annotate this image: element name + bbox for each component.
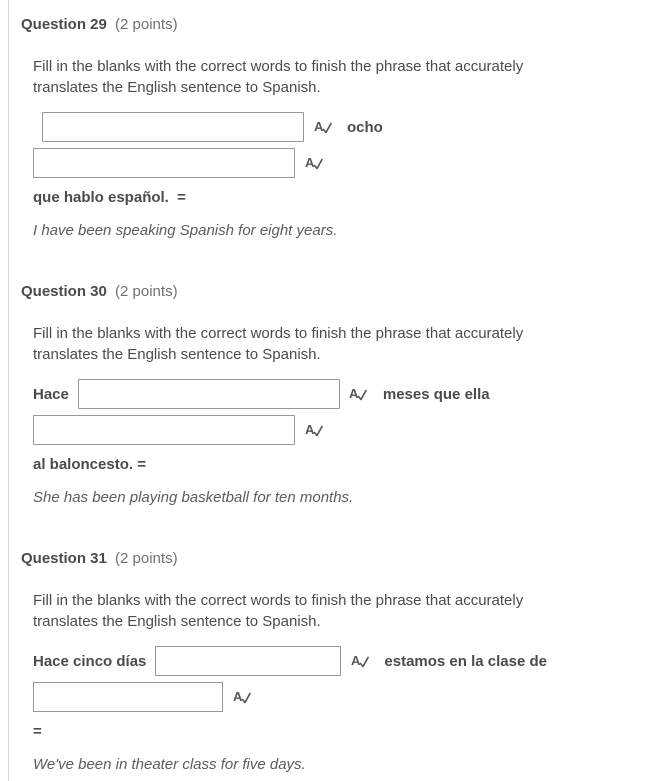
spellcheck-icon-glyph (305, 154, 324, 173)
phrase-tail: al baloncesto. = (33, 456, 146, 473)
english-translation: I have been speaking Spanish for eight years. (33, 222, 338, 239)
svg-text:A: A (349, 385, 359, 401)
question-block-31 (0, 507, 660, 774)
svg-text:A: A (304, 154, 314, 170)
blank-row-2 (33, 148, 660, 178)
spellcheck-icon[interactable] (304, 153, 324, 173)
answer-input-1[interactable] (78, 379, 340, 409)
question-points: (2 points) (115, 550, 178, 567)
blank-prefix-label: Hace (33, 385, 69, 403)
spellcheck-icon-glyph (349, 385, 368, 404)
spellcheck-icon-glyph (305, 421, 324, 440)
question-block-29 (0, 0, 660, 240)
answer-input-2[interactable] (33, 148, 295, 178)
answer-input-2[interactable] (33, 682, 223, 712)
svg-text:A: A (350, 652, 361, 668)
spellcheck-icon-glyph (314, 118, 333, 137)
spellcheck-icon-glyph (233, 688, 252, 707)
question-header (0, 0, 660, 33)
question-points: (2 points) (115, 283, 178, 300)
question-instruction: Fill in the blanks with the correct words to finish the phrase that accurately translates the English sentence to Spanish. (33, 592, 524, 630)
question-instruction: Fill in the blanks with the correct words to finish the phrase that accurately translates the English sentence to Spanish. (33, 58, 524, 96)
answer-input-1[interactable] (42, 112, 304, 142)
answer-input-1[interactable] (155, 646, 341, 676)
spellcheck-icon[interactable] (232, 687, 252, 707)
svg-text:A: A (313, 118, 323, 134)
question-title: Question 31 (21, 550, 107, 567)
question-header (0, 507, 660, 567)
phrase-tail: = (33, 723, 42, 740)
panel-left-border (8, 0, 9, 781)
spellcheck-icon[interactable] (349, 384, 369, 404)
spellcheck-icon[interactable] (350, 651, 370, 671)
blank-row-2 (33, 415, 660, 445)
question-points: (2 points) (115, 16, 178, 33)
blank-row-2 (33, 682, 660, 712)
phrase-tail: que hablo español. = (33, 189, 186, 206)
question-header (0, 240, 660, 300)
svg-text:A: A (232, 688, 242, 704)
blank-suffix-label: estamos en la clase de (384, 652, 547, 670)
spellcheck-icon[interactable] (304, 420, 324, 440)
question-title: Question 30 (21, 283, 107, 300)
english-translation: We've been in theater class for five days. (33, 756, 306, 773)
blank-suffix-label: ocho (347, 118, 383, 136)
svg-text:A: A (304, 421, 314, 437)
english-translation: She has been playing basketball for ten months. (33, 489, 354, 506)
question-title: Question 29 (21, 16, 107, 33)
question-block-30 (0, 240, 660, 507)
spellcheck-icon-glyph (351, 652, 370, 671)
blank-row-1 (33, 379, 660, 409)
answer-input-2[interactable] (33, 415, 295, 445)
spellcheck-icon[interactable] (313, 117, 333, 137)
question-instruction: Fill in the blanks with the correct words to finish the phrase that accurately translates the English sentence to Spanish. (33, 325, 524, 363)
blank-row-1 (33, 112, 660, 142)
blank-suffix-label: meses que ella (382, 385, 490, 403)
blank-row-1 (33, 646, 660, 676)
blank-prefix-label: Hace cinco días (33, 652, 147, 670)
